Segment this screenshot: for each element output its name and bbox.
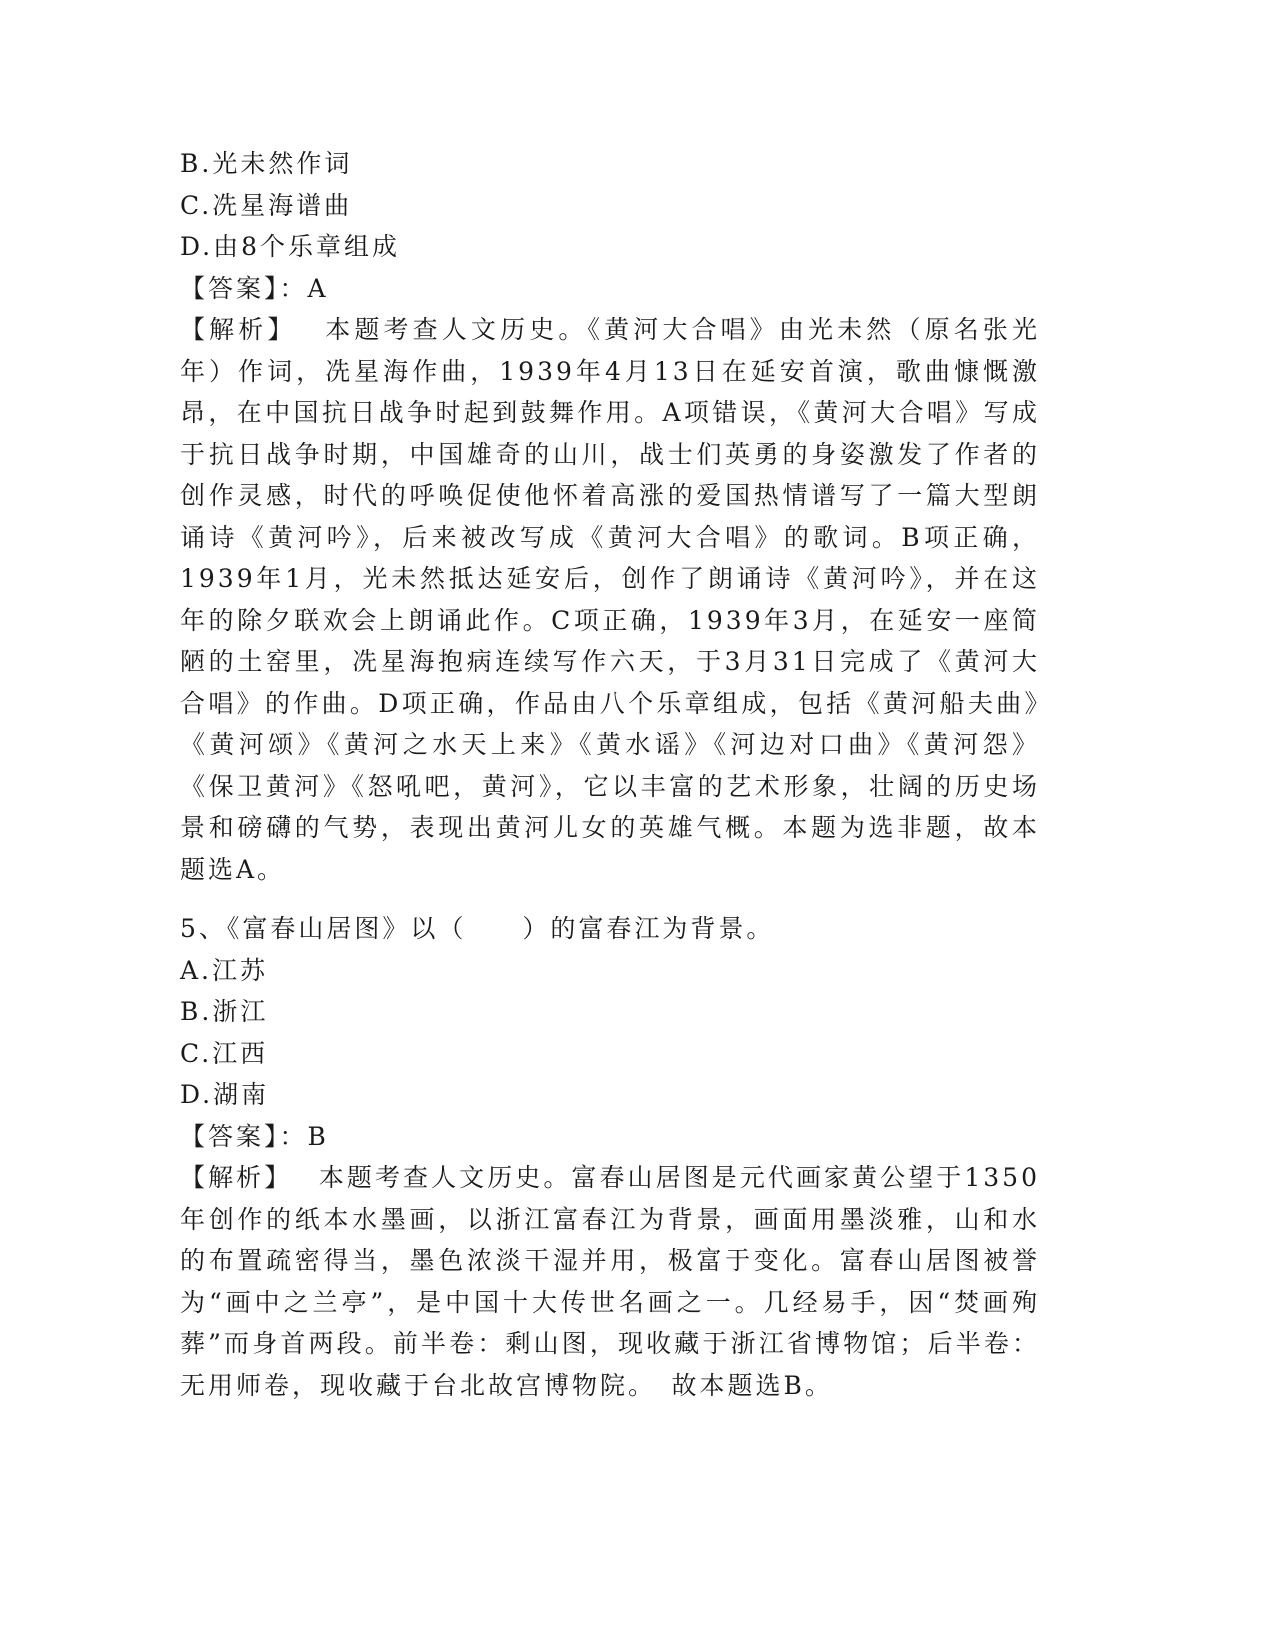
q4-analysis-text: 本题考查人文历史。《黄河大合唱》由光未然（原名张光年）作词，冼星海作曲，1939年4月13日在延安首演，歌曲慷慨激昂，在中国抗日战争时起到鼓舞作用。A项错误，《黄河大合唱》写成于抗日战争时期，中国雄奇的山川，战士们英勇的身姿激发了作者的创作灵感，时代的呼唤促使他怀着高涨的爱国热情谱写了一篇大型朗诵诗《黄河吟》，后来被改写成《黄河大合唱》的歌词。B项正确，1939年1月，光未然抵达延安后，创作了朗诵诗《黄河吟》，并在这年的除夕联欢会上朗诵此作。C项正确，1939年3月，在延安一座简陋的土窑里，冼星海抱病连续写作六天，于3月31日完成了《黄河大合唱》的作曲。D项正确，作品由八个乐章组成，包括《黄河船夫曲》《黄河颂》《黄河之水天上来》《黄水谣》《河边对口曲》《黄河怨》《保卫黄河》《怒吼吧，黄河》，它以丰富的艺术形象，壮阔的历史场景和磅礴的气势，表现出黄河儿女的英雄气概。本题为选非题，故本题选A。 <box>180 315 1041 884</box>
q5-question: 5、《富春山居图》以（ ）的富春江为背景。 <box>180 914 775 943</box>
q5-analysis-text: 本题考查人文历史。富春山居图是元代画家黄公望于1350年创作的纸本水墨画，以浙江富春江为背景，画面用墨淡雅，山和水的布置疏密得当，墨色浓淡干湿并用，极富于变化。富春山居图被誉为“画中之兰亭”，是中国十大传世名画之一。几经易手，因“焚画殉葬”而身首两段。前半卷：剩山图，现收藏于浙江省博物馆；后半卷：无用师卷，现收藏于台北故宫博物院。 故本题选B。 <box>180 1163 1040 1400</box>
q5-option-a: A.江苏 <box>180 955 269 985</box>
q4-option-d: D.由8个乐章组成 <box>180 232 401 261</box>
q4-option-c: C.冼星海谱曲 <box>180 190 353 220</box>
q5-option-c: C.江西 <box>180 1038 269 1068</box>
q5-option-b: B.浙江 <box>180 997 269 1026</box>
q4-analysis-label: 【解析】 <box>180 315 285 344</box>
q5-analysis-label: 【解析】 <box>180 1163 280 1192</box>
q4-option-b: B.光未然作词 <box>180 149 353 178</box>
q4-analysis <box>180 309 1040 890</box>
document-page <box>180 143 1080 1406</box>
q5-analysis <box>180 1157 1040 1406</box>
q5-option-d: D.湖南 <box>180 1080 270 1109</box>
q5-answer: 【答案】：B <box>180 1121 329 1151</box>
q4-answer: 【答案】：A <box>180 273 329 303</box>
